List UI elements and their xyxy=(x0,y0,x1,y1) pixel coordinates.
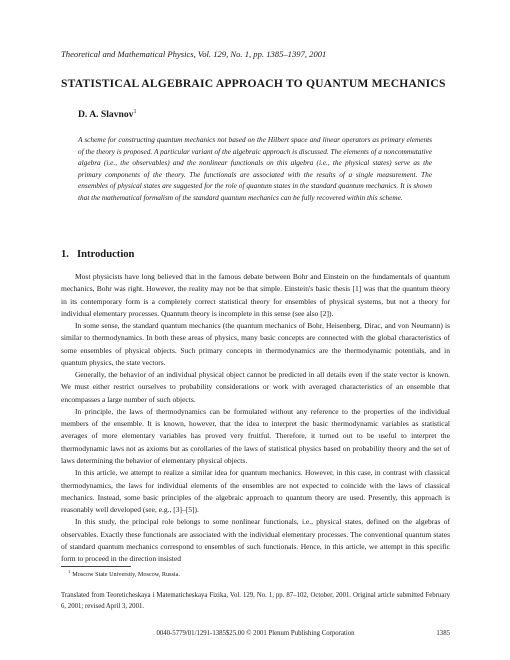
footnote-text: Moscow State University, Moscow, Russia. xyxy=(72,571,180,578)
translation-note: Translated from Teoreticheskaya i Matematicheskaya Fizika, Vol. 129, No. 1, pp. 87–102, October, 2001. Original article submitted February 6, 2001; revised April 3, 2001. xyxy=(61,592,450,610)
body-paragraph: In this article, we attempt to realize a similar idea for quantum mechanics. However, in this case, in contrast with classical thermodynamics, the laws for individual elements of the ensembles are not expected to coincide with the laws of classical mechanics. Instead, some basic principles of the algebraic approach to quantum theory are used. Presently, this approach is reasonably well developed (see, e.g., [3]–[5]). xyxy=(61,468,450,515)
footnote xyxy=(68,569,180,578)
article-title: STATISTICAL ALGEBRAIC APPROACH TO QUANTUM MECHANICS xyxy=(61,77,446,90)
body-paragraph: Generally, the behavior of an individual physical object cannot be predicted in all details even if the state vector is known. We must either restrict ourselves to probability considerations or work with averaged characteristics of an ensemble that encompasses a large number of such objects. xyxy=(61,370,450,404)
abstract: A scheme for constructing quantum mechanics not based on the Hilbert space and linear operators as primary elements of the theory is proposed. A particular variant of the algebraic approach is discussed. The elements of a noncommutative algebra (i.e., the observables) and the nonlinear functionals on this algebra (i.e., the physical states) serve as the primary components of the theory. The functionals are associated with the results of a single measurement. The ensembles of physical states are suggested for the role of quantum states in the standard quantum mechanics. It is shown that the mathematical formalism of the standard quantum mechanics can be fully recovered within this scheme. xyxy=(78,135,432,202)
author-footnote-mark: 1 xyxy=(133,109,137,115)
journal-header: Theoretical and Mathematical Physics, Vol. 129, No. 1, pp. 1385–1397, 2001 xyxy=(61,49,327,59)
section-number: 1. xyxy=(61,249,69,260)
body-text xyxy=(61,271,450,565)
copyright-line: 0040-5779/01/1291-1385$25.00 © 2001 Plenum Publishing Corporation xyxy=(156,630,355,637)
footnote-rule xyxy=(61,566,131,567)
body-paragraph: In some sense, the standard quantum mechanics (the quantum mechanics of Bohr, Heisenberg, Dirac, and von Neumann) is similar to thermodynamics. In both these areas of physics, many basic concepts are connected with the global characteristics of some ensembles of physical objects. Such primary concepts in thermodynamics are the thermodynamic potentials, and in quantum physics, the state vectors. xyxy=(61,321,450,367)
page-number: 1385 xyxy=(436,630,450,637)
author-name: D. A. Slavnov xyxy=(78,109,134,120)
footnote-mark: 1 xyxy=(68,569,71,574)
section-heading xyxy=(61,249,134,260)
page-footer xyxy=(61,630,450,640)
author-line xyxy=(78,109,136,120)
body-paragraph: In this study, the principal role belongs to some nonlinear functionals, i.e., physical states, defined on the algebras of observables. Exactly these functionals are associated with the individual elementary processes. The conventional quantum states of standard quantum mechanics correspond to ensembles of such functionals. Hence, in this article, we attempt in this specific form to proceed in the direction insisted xyxy=(61,517,450,564)
section-title: Introduction xyxy=(76,249,135,260)
body-paragraph: Most physicists have long believed that in the famous debate between Bohr and Einstein on the fundamentals of quantum mechanics, Bohr was right. However, the reality may not be that simple. Einstein's basic thesis [1] was that the quantum theory in its contemporary form is a completely correct statistical theory for ensembles of physical systems, but not a theory for individual elementary processes. Quantum theory is incomplete in this sense (see also [2]). xyxy=(61,272,450,318)
body-paragraph: In principle, the laws of thermodynamics can be formulated without any reference to the properties of the individual members of the ensemble. It is known, however, that the idea to interpret the basic thermodynamic variables as statistical averages of more elementary variables has proved very fruitful. Therefore, it turned out to be useful to interpret the thermodynamic laws not as axioms but as corollaries of the laws of statistical physics based on probability theory and the set of laws determining the behavior of elementary physical objects. xyxy=(61,406,450,465)
